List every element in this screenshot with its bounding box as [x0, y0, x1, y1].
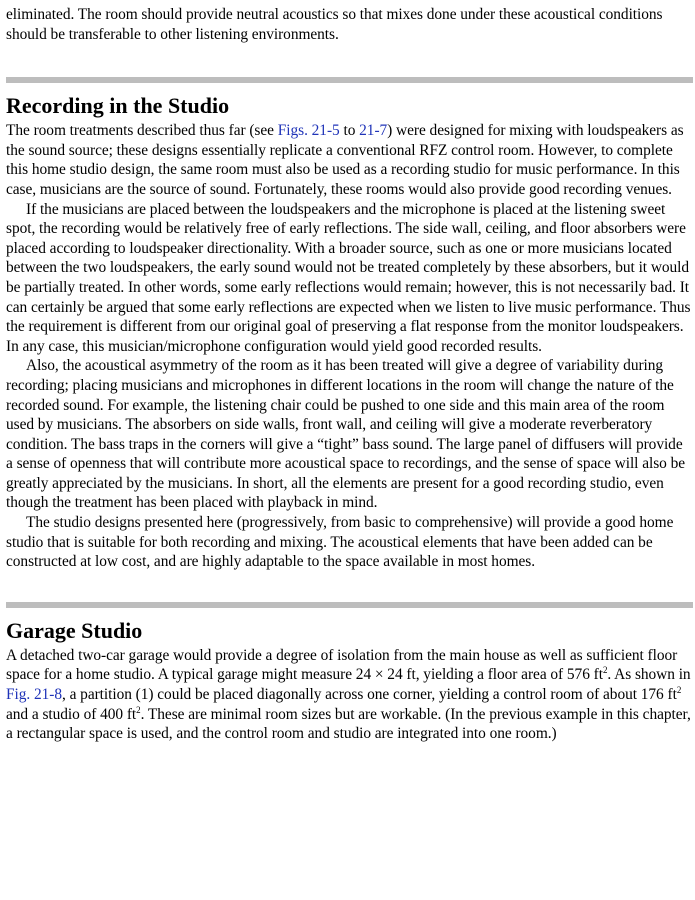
paragraph [6, 121, 693, 199]
text-run: ) were designed for mixing with loudspeakers as the sound source; these designs essentially replicate a conventional RFZ control room. However, to complete this home studio design, the same room must also be used as a recording studio for music performance. In this case, musicians are the source of sound. Fortunately, these rooms would also provide good recording venues. [6, 122, 684, 198]
section-divider [6, 602, 693, 608]
superscript: 2 [136, 704, 141, 715]
figure-link-21-8[interactable]: Fig. 21-8 [6, 686, 62, 704]
text-run: The room treatments described thus far (see [6, 122, 278, 140]
section-heading-garage: Garage Studio [6, 617, 143, 643]
superscript: 2 [676, 685, 682, 696]
figure-link-21-5[interactable]: Figs. 21-5 [277, 122, 340, 140]
text-run: . These are minimal room sizes but are workable. (In the previous example in this chapter, a rectangular space is used, and the control room and studio are integrated into one room.) [6, 705, 691, 743]
text-run: . As shown in [607, 666, 691, 684]
paragraph: Also, the acoustical asymmetry of the room as it has been treated will give a degree of variability during recording; placing musicians and microphones in different locations in the room will change the nature of the recorded sound. For example, the listening chair could be pushed to one side and this main area of the room used by musicians. The absorbers on side walls, front wall, and ceiling will give a moderate reverberatory condition. The bass traps in the corners will give a “tight” bass sound. The large panel of diffusers will provide a sense of openness that will contribute more acoustical space to recordings, and the sense of space will also be greatly appreciated by the musicians. In short, all the elements are present for a good recording studio, even though the treatment has been placed with playback in mind. [6, 357, 686, 512]
section-heading-recording: Recording in the Studio [6, 93, 230, 119]
document-page [6, 0, 693, 744]
figure-link-21-7[interactable]: 21-7 [359, 122, 388, 140]
superscript: 2 [602, 665, 608, 676]
intro-paragraph: eliminated. The room should provide neutral acoustics so that mixes done under these acoustical conditions should be transferable to other listening environments. [6, 6, 663, 43]
paragraph [6, 646, 693, 744]
text-run: , a partition (1) could be placed diagonally across one corner, yielding a control room of about 176 ft [62, 686, 677, 704]
section-divider [6, 77, 693, 83]
text-run: to [339, 122, 360, 140]
paragraph: If the musicians are placed between the loudspeakers and the microphone is placed at the listening sweet spot, the recording would be relatively free of early reflections. The side wall, ceiling, and floor absorbers were placed according to loudspeaker directionality. With a broader source, such as one or more musicians located between the two loudspeakers, the early sound would not be treated completely by these absorbers, but it would be partially treated. In other words, some early reflections would remain; however, this is not necessarily bad. It can certainly be argued that some early reflections are expected when we listen to live music performance. Thus the requirement is different from our original goal of preserving a flat response from the monitor loudspeakers. In any case, this musician/microphone configuration would yield good recorded results. [6, 200, 691, 355]
text-run: A detached two-car garage would provide a degree of isolation from the main house as well as sufficient floor space for a home studio. A typical garage might measure 24 × 24 ft, yielding a floor area of 576 ft [6, 646, 678, 684]
text-run: and a studio of 400 ft [6, 705, 137, 723]
paragraph: The studio designs presented here (progressively, from basic to comprehensive) will provide a good home studio that is suitable for both recording and mixing. The acoustical elements that have been added can be constructed at low cost, and are highly adaptable to the space available in most homes. [6, 514, 674, 571]
